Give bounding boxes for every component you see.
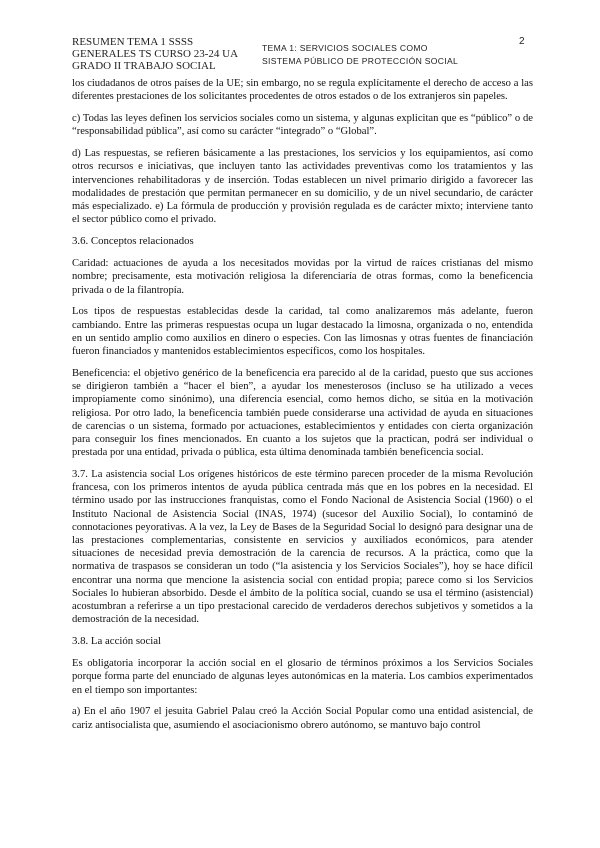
header-topic-title: [262, 42, 482, 68]
paragraph-asistencia-social: 3.7. La asistencia social Los orígenes históricos de este término parecen proceder de la misma Revolución francesa, con los primeros intentos de ayuda pública centrada más que en los pobres en la necesidad. El término usado por las instrucciones franquistas, como el Fondo Nacional de Asistencia Social (1960) o el Instituto Nacional de Asistencia Social (INAS, 1974) (sucesor del Auxilio Social), lo contaminó de connotaciones peyorativas. A la vez, la Ley de Bases de la Seguridad Social lo designó para designar una de las prestaciones complementarias, consistente en servicios y auxiliados económicos, para atender situaciones de necesidad previa demostración de la carencia de recursos. A la práctica, como que la normativa de traspasos se consideran un todo (“la asistencia y los Servicios Sociales”), hoy se hace difícil encontrar una norma que mencione la asistencia social con entidad propia; parece como si los Servicios Sociales lo hubieran absorbido. Desde el ámbito de la política social, cuando se usa el término (asistencial) acostumbran a referirse a un tipo prestacional carecido de verdaderos derechos subjetivos y sometidos a la demostración de la necesidad.: [72, 469, 533, 626]
paragraph-item-c: c) Todas las leyes definen los servicios sociales como un sistema, y algunas explicitan que es “público” o de “responsabilidad pública”, así como su carácter “integrado” o “Global”.: [72, 113, 533, 138]
header-left-line-3: GRADO II TRABAJO SOCIAL: [72, 60, 216, 72]
page-number: 2: [519, 36, 525, 47]
header-topic-line-2: SISTEMA PÚBLICO DE PROTECCIÓN SOCIAL: [262, 56, 459, 66]
paragraph-beneficencia: Beneficencia: el objetivo genérico de la beneficencia era parecido al de la caridad, puesto que sus acciones se dirigieron también a “hacer el bien”, a ayudar los menesterosos (incluso se ha utilizado a veces impropiamente como sinónimo), una diferencia esencial, como hemos dicho, se sitúa en la motivación religiosa. Por otro lado, la beneficencia también puede considerarse una actividad de ayuda en situaciones de carencias o un sistema, formado por actuaciones, establecimientos y entidades con cierta organización para conseguir los fines mencionados. En cuanto a los sujetos que la practican, podrá ser individual o prestada por una entidad, privada o pública, esta última denominada también beneficencia social.: [72, 367, 533, 459]
header-left-line-2: GENERALES TS CURSO 23-24 UA: [72, 48, 239, 60]
paragraph-caridad: Caridad: actuaciones de ayuda a los necesitados movidas por la virtud de raíces cristianas del mismo nombre; precisamente, esta motivación religiosa la diferenciaría de otras formas, como la beneficencia privada o de la filantropía.: [72, 258, 533, 296]
header-topic-line-1: TEMA 1: SERVICIOS SOCIALES COMO: [262, 43, 428, 53]
paragraph-item-a: a) En el año 1907 el jesuita Gabriel Palau creó la Acción Social Popular como una entidad asistencial, de cariz antisocialista que, asumiendo el asociacionismo obrero autónomo, se mantuvo bajo control: [72, 706, 533, 731]
paragraph-item-d: d) Las respuestas, se refieren básicamente a las prestaciones, los servicios y los equipamientos, así como otros recursos e iniciativas, que incluyen tanto las actividades preventivas como los tratamientos y las intervenciones rehabilitadoras y de inserción. Todas establecen un nivel primario dirigido a favorecer las modalidades de prestación que permitan permanecer en su domicilio, y de un nivel secundario, de carácter más especializado. e) La fórmula de producción y provisión regulada es de carácter mixto; interviene tanto el sector público como el privado.: [72, 148, 533, 226]
paragraph-accion-social: Es obligatoria incorporar la acción social en el glosario de términos próximos a los Servicios Sociales porque forma parte del enunciado de algunas leyes autonómicas en la materia. Los cambios experimentados en el tiempo son importantes:: [72, 658, 533, 696]
section-heading-3-8: 3.8. La acción social: [72, 635, 162, 648]
section-heading-3-6: 3.6. Conceptos relacionados: [72, 235, 194, 248]
header-left-line-1: RESUMEN TEMA 1 SSSS: [72, 36, 194, 48]
header-course-info: [72, 36, 262, 72]
document-body: [72, 77, 533, 741]
paragraph-continuation: los ciudadanos de otros países de la UE; sin embargo, no se regula explícitamente el derecho de acceso a las diferentes prestaciones de los solicitantes procedentes de otros estados o de los extranjeros sin papeles.: [72, 78, 533, 103]
paragraph-respuestas-caridad: Los tipos de respuestas establecidas desde la caridad, tal como analizaremos más adelante, fueron cambiando. Entre las primeras respuestas ocupa un lugar destacado la limosna, organizada o no, entendida en un sentido amplio como auxilios en dinero o especies. Con las limosnas y otras fuentes de financiación fueron financiados y mantenidos establecimientos específicos, como los hospitales.: [72, 306, 533, 357]
